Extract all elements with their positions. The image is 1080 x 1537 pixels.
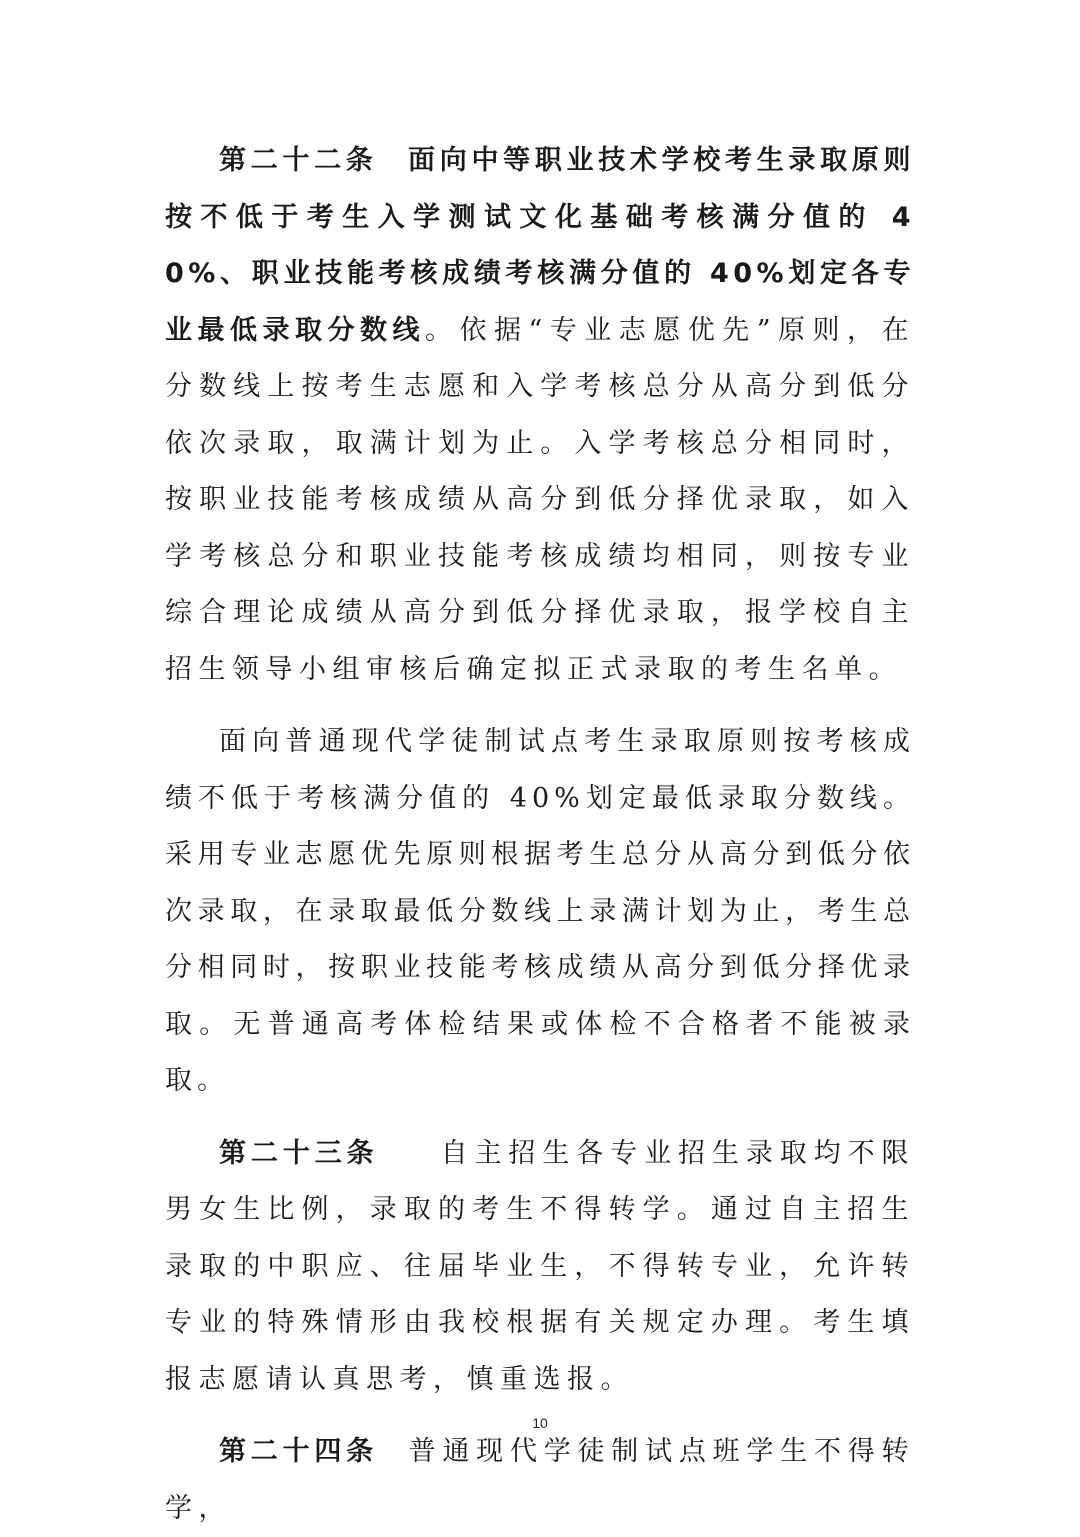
article-23-heading: 第二十三条 xyxy=(219,1137,379,1169)
apprenticeship-paragraph: 面向普通现代学徒制试点考生录取原则按考核成绩不低于考核满分值的 40%划定最低录取分数线。采用专业志愿优先原则根据考生总分从高分到低分依次录取，在录取最低分数线上录满计划为止，考生总分相同时，按职业技能考核成绩从高分到低分择优录取。无普通高考体检结果或体检不合格者不能被录取。 xyxy=(165,726,915,1096)
article-22-paragraph xyxy=(165,133,915,698)
article-23-paragraph xyxy=(165,1126,915,1409)
article-24-heading: 第二十四条 xyxy=(219,1436,378,1467)
article-23-body: 自主招生各专业招生录取均不限男女生比例，录取的考生不得转学。通过自主招生录取的中职应、往届毕业生，不得转专业，允许转专业的特殊情形由我校根据有关规定办理。考生填报志愿请认真思考，慎重选报。 xyxy=(165,1137,916,1395)
page-number: 10 xyxy=(532,1415,548,1431)
article-24-body: 普通现代学徒制试点班学生不得转学， xyxy=(165,1436,916,1524)
article-22-bold-principle: 面向中等职业技术学校考生录取原则按不低于考生入学测试文化基础考核满分值的 40%、职业技能考核成绩考核满分值的 40%划定各专业最低录取分数线 xyxy=(165,145,915,346)
article-22-body: 。依据“专业志愿优先”原则，在分数线上按考生志愿和入学考核总分从高分到低分依次录取，取满计划为止。入学考核总分相同时，按职业技能考核成绩从高分到低分择优录取，如入学考核总分和职业技能考核成绩均相同，则按专业综合理论成绩从高分到低分择优录取，报学校自主招生领导小组审核后确定拟正式录取的考生名单。 xyxy=(165,314,916,685)
article-24-paragraph xyxy=(165,1424,915,1537)
article-22-heading: 第二十二条 xyxy=(219,145,378,176)
document-body xyxy=(165,133,915,1537)
